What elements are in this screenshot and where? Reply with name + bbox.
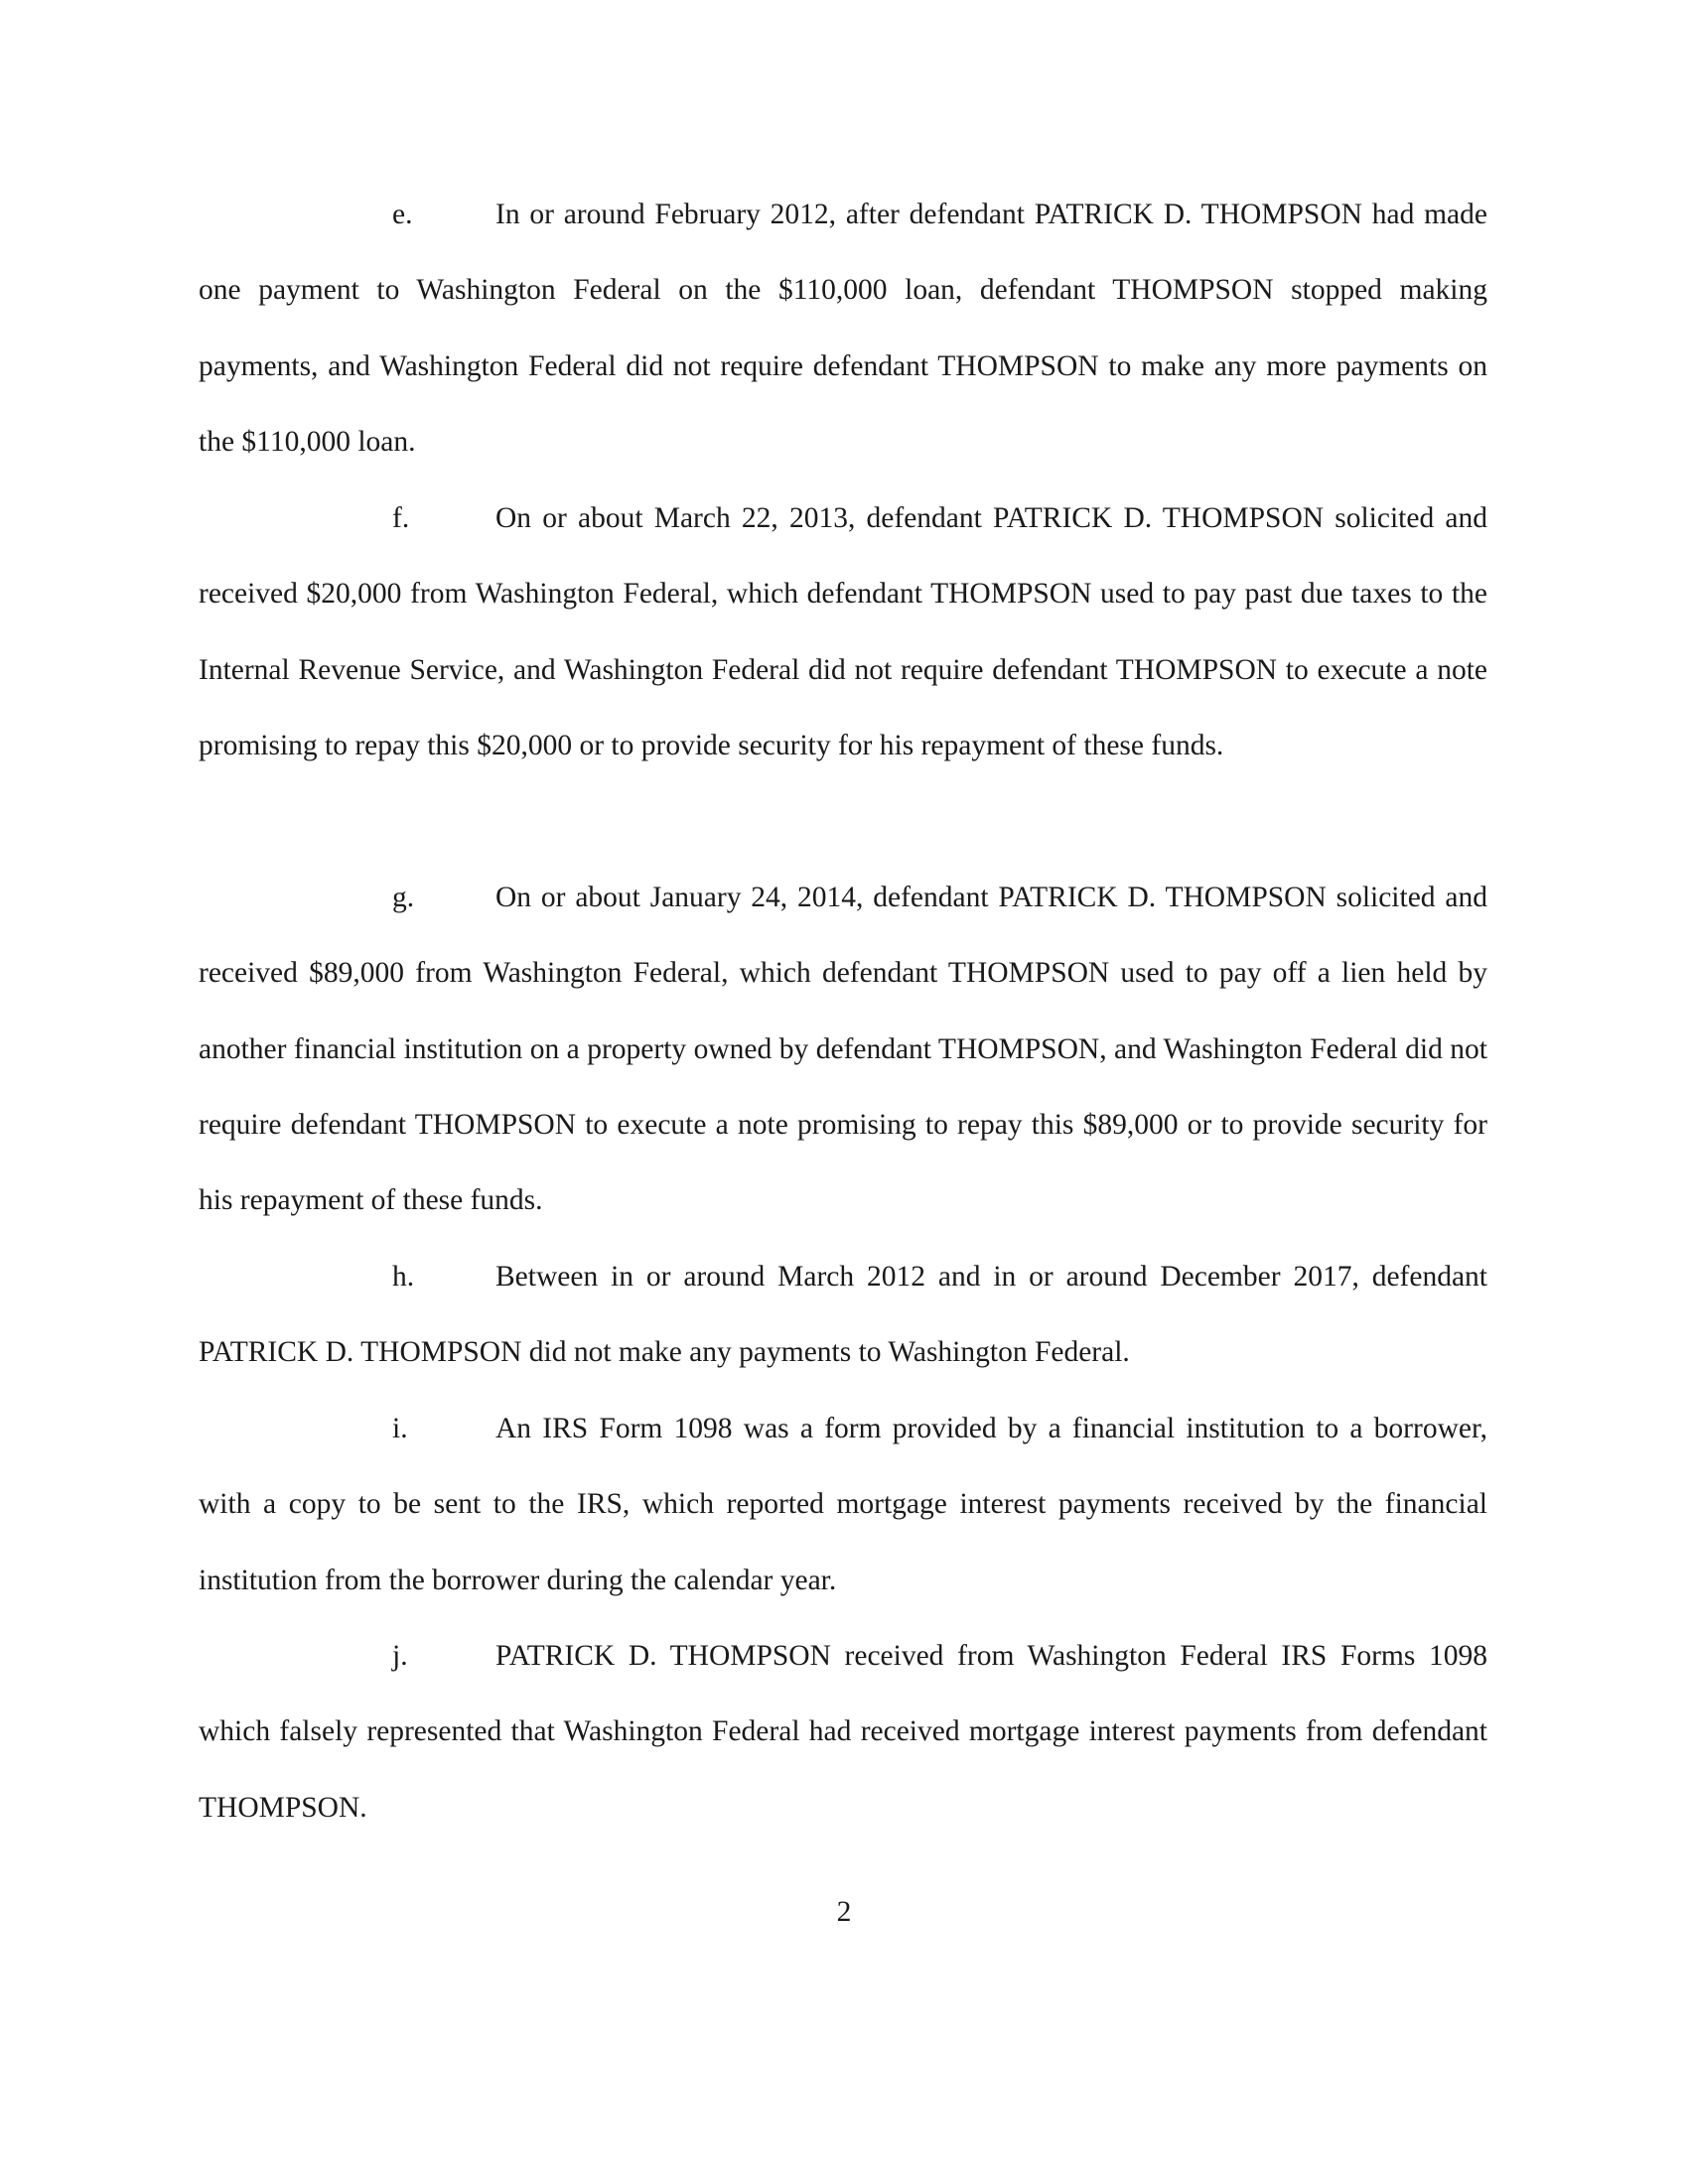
paragraph-i — [199, 1391, 1487, 1618]
paragraph-marker: j. — [392, 1640, 408, 1672]
paragraph-text: Between in or around March 2012 and in or around December 2017, defendant PATRICK D. THOMPSON did not make any payments to Washington Federal. — [199, 1261, 1487, 1369]
paragraph-text: An IRS Form 1098 was a form provided by a financial institution to a borrower, with a copy to be sent to the IRS, which reported mortgage interest payments received by the financial institution from the borrower during the calendar year. — [199, 1413, 1487, 1596]
paragraph-h — [199, 1239, 1487, 1391]
paragraph-marker: f. — [392, 502, 410, 534]
page-number: 2 — [836, 1896, 852, 1928]
paragraph-text: In or around February 2012, after defendant PATRICK D. THOMPSON had made one payment to Washington Federal on the $110,000 loan, defendant THOMPSON stopped making payments, and Washington Federal did not require defendant THOMPSON to make any more payments on the $110,000 loan. — [199, 199, 1487, 458]
paragraph-e — [199, 177, 1487, 479]
paragraph-text: On or about March 22, 2013, defendant PATRICK D. THOMPSON solicited and received $20,000 from Washington Federal, which defendant THOMPSON used to pay past due taxes to the Internal Revenue Service, and Washington Federal did not require defendant THOMPSON to execute a note promising to repay this $20,000 or to provide security for his repayment of these funds. — [199, 502, 1487, 761]
paragraph-text: PATRICK D. THOMPSON received from Washington Federal IRS Forms 1098 which falsely represented that Washington Federal had received mortgage interest payments from defendant THOMPSON. — [199, 1640, 1487, 1824]
paragraph-f — [199, 480, 1487, 783]
paragraph-text: On or about January 24, 2014, defendant PATRICK D. THOMPSON solicited and received $89,000 from Washington Federal, which defendant THOMPSON used to pay off a lien held by another financial institution on a property owned by defendant THOMPSON, and Washington Federal did not require defendant THOMPSON to execute a note promising to repay this $89,000 or to provide security for his repayment of these funds. — [199, 882, 1487, 1217]
paragraph-marker: e. — [392, 199, 413, 230]
paragraph-marker: h. — [392, 1261, 415, 1293]
paragraph-j — [199, 1618, 1487, 1845]
paragraph-marker: g. — [392, 882, 415, 913]
paragraph-marker: i. — [392, 1413, 408, 1444]
paragraph-g — [199, 860, 1487, 1238]
